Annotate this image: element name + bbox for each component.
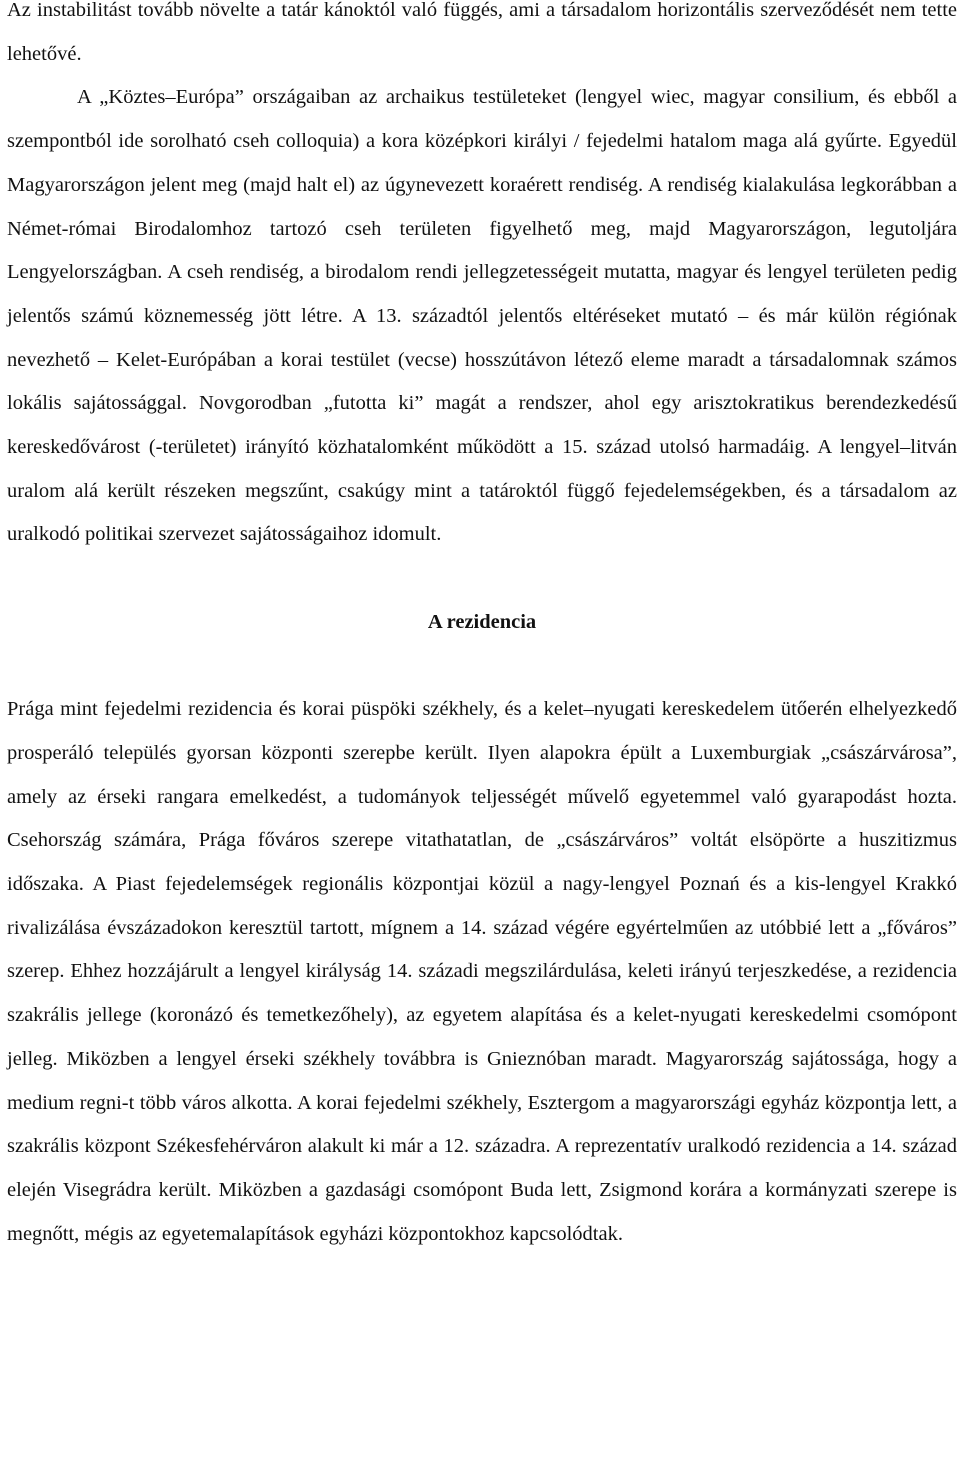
spacer — [7, 645, 957, 689]
paragraph-kozep-europa: A „Köztes–Európa” országaiban az archaikus testületeket (lengyel wiec, magyar consilium, és ebből a szempontból ide sorolható cseh colloquia) a kora középkori királyi / fejedelmi hatalom maga alá gyűrte. Egyedül Magyarországon jelent meg (majd halt el) az úgynevezett koraérett rendiség. A rendiség kialakulása legkorábban a Német-római Birodalomhoz tartozó cseh területen figyelhető meg, majd Magyarországon, legutoljára Lengyelországban. A cseh rendiség, a birodalom rendi jellegzetességeit mutatta, magyar és lengyel területen pedig jelentős számú köznemesség jött létre. A 13. századtól jelentős eltéréseket mutató – és már külön régiónak nevezhető – Kelet-Európában a korai testület (vecse) hosszútávon létező eleme maradt a társadalomnak számos lokális sajátossággal. Novgorodban „futotta ki” magát a rendszer, ahol egy arisztokratikus berendezkedésű kereskedővárost (-területet) irányító közhatalomként működött a 15. század utolsó harmadáig. A lengyel–litván uralom alá került részeken megszűnt, csakúgy mint a tatároktól függő fejedelemségekben, és a társadalom az uralkodó politikai szervezet sajátosságaihoz idomult. — [7, 86, 957, 546]
paragraph-rezidencia: Prága mint fejedelmi rezidencia és korai püspöki székhely, és a kelet–nyugati kereskedelem ütőerén elhelyezkedő prosperáló település gyorsan központi szerepbe került. Ilyen alapokra épült a Luxemburgiak „császárvárosa”, amely az érseki rangara emelkedést, a tudományok teljességét művelő egyetemmel való gyarapodást hozta. Csehország számára, Prága főváros szerepe vitathatatlan, de „császárváros” voltát elsöpörte a huszitizmus időszaka. A Piast fejedelemségek regionális központjai közül a nagy-lengyel Poznań és a kis-lengyel Krakkó rivalizálása évszázadokon keresztül tartott, mígnem a 14. század végére egyértelműen az utóbbié lett a „főváros” szerep. Ehhez hozzájárult a lengyel királyság 14. századi megszilárdulása, keleti irányú terjeszkedése, a rezidencia szakrális jellege (koronázó és temetkezőhely), az egyetem alapítása és a kelet-nyugati kereskedelmi csomópont jelleg. Miközben a lengyel érseki székhely továbbra is Gnieznóban maradt. Magyarország sajátossága, hogy a medium regni-t több város alkotta. A korai fejedelmi székhely, Esztergom a magyarországi egyház központja lett, a szakrális központ Székesfehérváron alakult ki már a 12. századra. A reprezentatív uralkodó rezidencia a 14. század elején Visegrádra került. Miközben a gazdasági csomópont Buda lett, Zsigmond korára a kormányzati szerepe is megnőtt, mégis az egyetemalapítások egyházi központokhoz kapcsolódtak. — [7, 698, 957, 1245]
section-heading: A rezidencia — [427, 610, 537, 633]
document-page — [7, 0, 957, 1256]
paragraph-intro: Az instabilitást tovább növelte a tatár kánoktól való függés, ami a társadalom horizontális szerveződését nem tette lehetővé. — [7, 0, 957, 65]
spacer — [7, 557, 957, 601]
